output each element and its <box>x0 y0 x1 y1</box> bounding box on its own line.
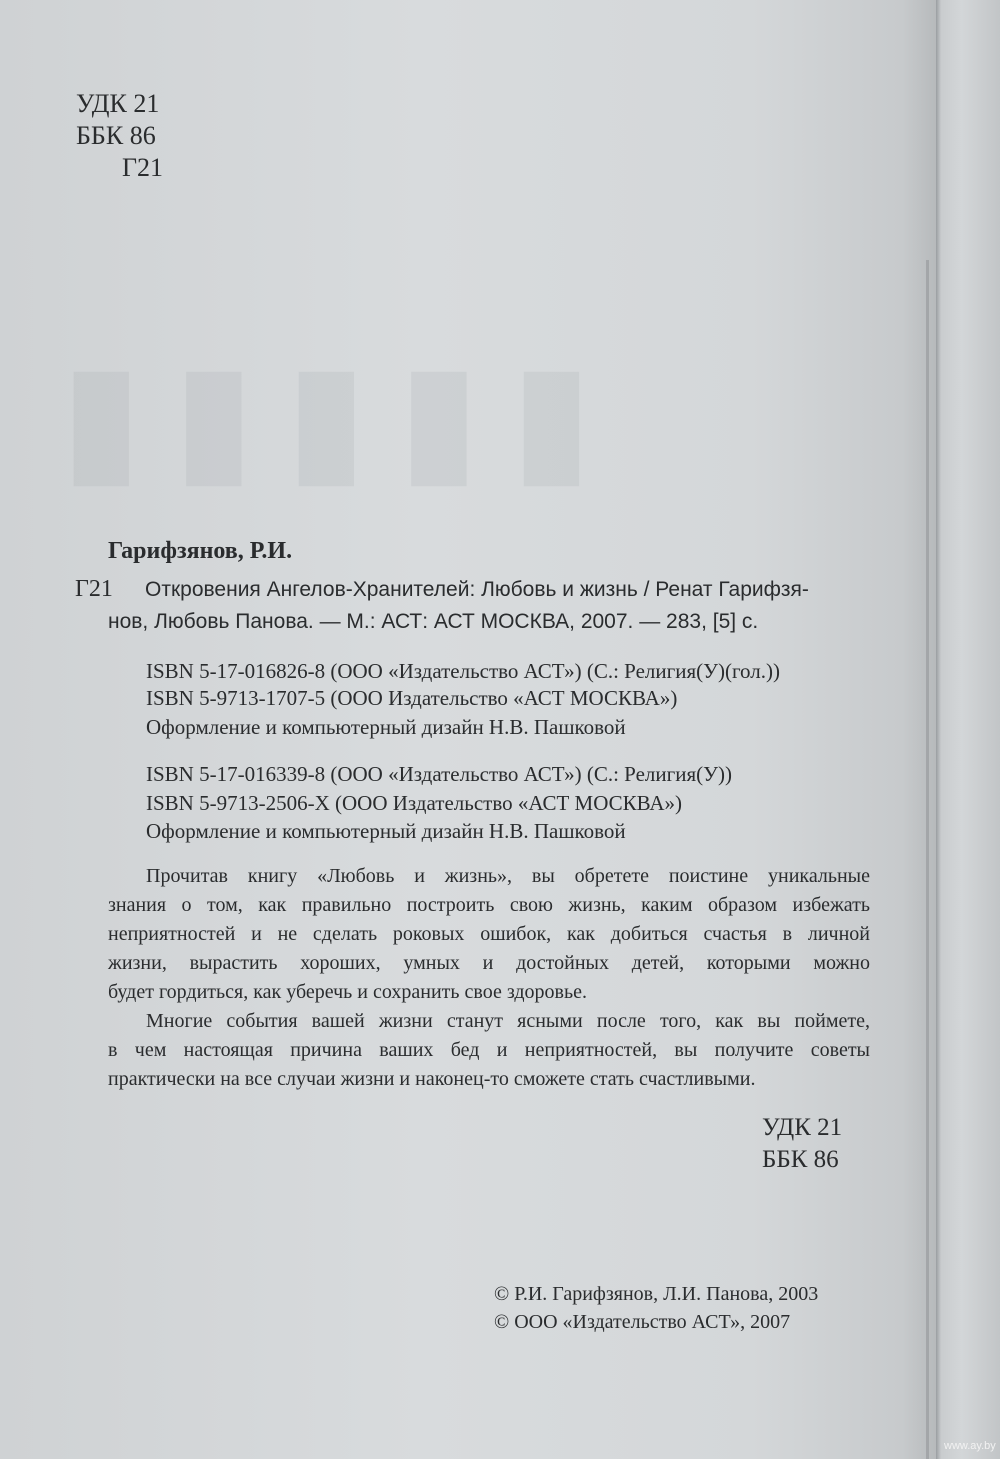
author-sign-top: Г21 <box>122 153 164 182</box>
annotation-line: Многие события вашей жизни станут ясными после того, как вы поймете, <box>146 1010 870 1032</box>
site-watermark: www.ay.by <box>944 1440 996 1452</box>
author-name: Гарифзянов, Р.И. <box>108 538 293 564</box>
isbn-line: ISBN 5-17-016826-8 (ООО «Издательство АСТ») (С.: Религия(У)(гол.)) <box>146 659 780 683</box>
annotation-paragraph-2 <box>108 1007 870 1094</box>
isbn-line: ISBN 5-17-016339-8 (ООО «Издательство АСТ») (С.: Религия(У)) <box>146 762 732 786</box>
isbn-line: ISBN 5-9713-2506-X (ООО Издательство «АСТ МОСКВА») <box>146 791 683 815</box>
bbk-code-bottom: ББК 86 <box>762 1146 839 1173</box>
show-through-print: ▮▮▮▮▮ <box>60 332 623 500</box>
udk-code-top: УДК 21 <box>76 89 160 118</box>
annotation-line: неприятностей и не сделать роковых ошибок, как добиться счастья в личной <box>108 923 870 945</box>
author-sign: Г21 <box>75 576 113 602</box>
design-credit: Оформление и компьютерный дизайн Н.В. Пашковой <box>146 715 626 739</box>
copyright-line: © ООО «Издательство АСТ», 2007 <box>494 1311 791 1333</box>
annotation-line: будет гордиться, как уберечь и сохранить свое здоровье. <box>108 981 587 1003</box>
isbn-line: ISBN 5-9713-1707-5 (ООО Издательство «АСТ МОСКВА») <box>146 686 678 710</box>
title-line-2: нов, Любовь Панова. — М.: АСТ: АСТ МОСКВА, 2007. — 283, [5] с. <box>108 610 759 633</box>
design-credit: Оформление и компьютерный дизайн Н.В. Пашковой <box>146 819 626 843</box>
annotation-paragraph-1 <box>108 862 870 1007</box>
annotation-line: знания о том, как правильно построить свою жизнь, каким образом избежать <box>108 894 870 916</box>
copyright-line: © Р.И. Гарифзянов, Л.И. Панова, 2003 <box>494 1283 819 1305</box>
annotation-line: в чем настоящая причина ваших бед и неприятностей, вы получите советы <box>108 1039 870 1061</box>
page-fold-shadow <box>926 260 929 1459</box>
annotation-line: практически на все случаи жизни и наконец-то сможете стать счастливыми. <box>108 1068 756 1090</box>
udk-code-bottom: УДК 21 <box>762 1114 843 1141</box>
bbk-code-top: ББК 86 <box>76 121 156 150</box>
annotation-line: Прочитав книгу «Любовь и жизнь», вы обретете поистине уникальные <box>146 865 870 887</box>
annotation-line: жизни, вырастить хороших, умных и достойных детей, которыми можно <box>108 952 870 974</box>
adjacent-page-edge <box>936 0 1000 1459</box>
title-line-1: Откровения Ангелов-Хранителей: Любовь и жизнь / Ренат Гарифзя- <box>145 578 809 601</box>
